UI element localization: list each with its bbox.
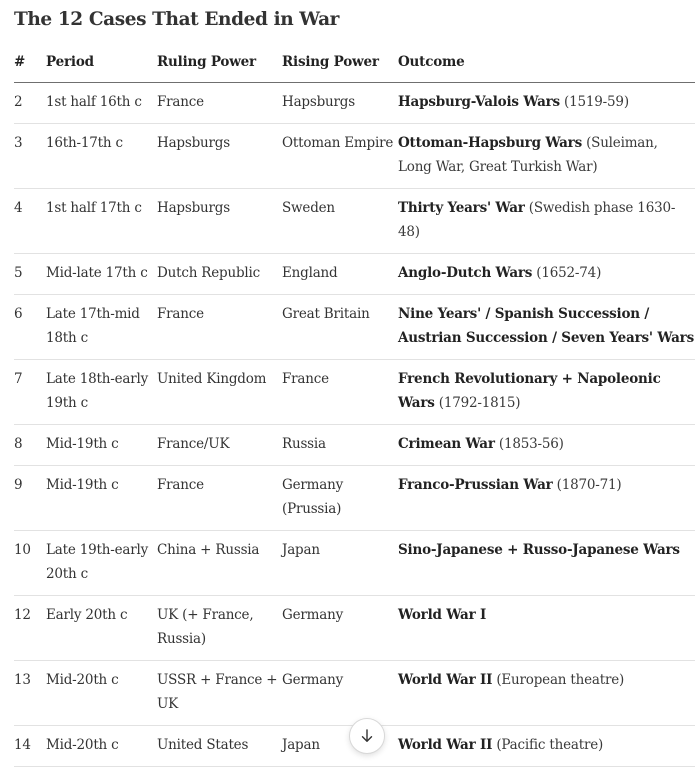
outcome-detail: (Swedish phase 1630-48) (398, 200, 676, 240)
table-row (14, 189, 695, 254)
case-period: Late 19th-early 20th c (46, 531, 157, 596)
outcome-war-name: World War II (398, 672, 493, 688)
outcome-war-name: Sino-Japanese + Russo-Japanese Wars (398, 542, 680, 558)
header-period: Period (46, 42, 157, 83)
outcome-detail: (1652-74) (532, 265, 602, 281)
case-period: Mid-19th c (46, 425, 157, 466)
cases-table (14, 42, 695, 767)
outcome-war-name: Nine Years' / Spanish Succession / Austrian Succession / Seven Years' Wars (398, 306, 694, 346)
table-row (14, 661, 695, 726)
table-row (14, 295, 695, 360)
table-row (14, 254, 695, 295)
table-row (14, 83, 695, 124)
outcome-detail: (Suleiman, Long War, Great Turkish War) (398, 135, 658, 175)
case-number: 5 (14, 254, 46, 295)
case-rising-power: Great Britain (282, 295, 398, 360)
case-number: 2 (14, 83, 46, 124)
case-rising-power: Ottoman Empire (282, 124, 398, 189)
outcome-war-name: French Revolutionary + Napoleonic Wars (398, 371, 661, 411)
outcome-detail: (1870-71) (552, 477, 622, 493)
case-ruling-power: France (157, 295, 282, 360)
table-row (14, 531, 695, 596)
header-ruling-power: Ruling Power (157, 42, 282, 83)
outcome-detail: (1853-56) (494, 436, 564, 452)
case-period: 1st half 17th c (46, 189, 157, 254)
case-outcome (398, 254, 695, 295)
case-number: 12 (14, 596, 46, 661)
case-outcome (398, 189, 695, 254)
case-rising-power: France (282, 360, 398, 425)
case-number: 14 (14, 726, 46, 767)
case-rising-power: Germany (282, 596, 398, 661)
outcome-detail: (1792-1815) (434, 395, 521, 411)
case-outcome (398, 466, 695, 531)
outcome-war-name: Ottoman-Hapsburg Wars (398, 135, 582, 151)
case-rising-power: Japan (282, 726, 398, 767)
case-period: 1st half 16th c (46, 83, 157, 124)
case-outcome (398, 124, 695, 189)
case-number: 6 (14, 295, 46, 360)
case-ruling-power: USSR + France + UK (157, 661, 282, 726)
case-period: Late 17th-mid 18th c (46, 295, 157, 360)
outcome-detail: (1519-59) (559, 94, 629, 110)
table-row (14, 596, 695, 661)
case-period: Mid-20th c (46, 661, 157, 726)
outcome-war-name: Crimean War (398, 436, 495, 452)
case-rising-power: Russia (282, 425, 398, 466)
case-number: 8 (14, 425, 46, 466)
arrow-down-icon (359, 728, 375, 744)
case-ruling-power: Dutch Republic (157, 254, 282, 295)
case-ruling-power: UK (+ France, Russia) (157, 596, 282, 661)
table-row (14, 425, 695, 466)
case-rising-power: England (282, 254, 398, 295)
table-row (14, 466, 695, 531)
outcome-war-name: Thirty Years' War (398, 200, 525, 216)
case-period: Mid-late 17th c (46, 254, 157, 295)
outcome-detail: (European theatre) (492, 672, 625, 688)
case-ruling-power: United States (157, 726, 282, 767)
outcome-war-name: World War II (398, 737, 493, 753)
header-outcome: Outcome (398, 42, 695, 83)
table-row (14, 124, 695, 189)
case-outcome (398, 661, 695, 726)
case-rising-power: Hapsburgs (282, 83, 398, 124)
case-number: 3 (14, 124, 46, 189)
case-rising-power: Sweden (282, 189, 398, 254)
header-num: # (14, 42, 46, 83)
case-number: 10 (14, 531, 46, 596)
case-period: Late 18th-early 19th c (46, 360, 157, 425)
case-number: 13 (14, 661, 46, 726)
case-outcome (398, 360, 695, 425)
page-title: The 12 Cases That Ended in War (14, 9, 340, 30)
case-ruling-power: Hapsburgs (157, 124, 282, 189)
header-rising-power: Rising Power (282, 42, 398, 83)
case-ruling-power: United Kingdom (157, 360, 282, 425)
case-outcome (398, 83, 695, 124)
case-rising-power: Japan (282, 531, 398, 596)
case-outcome (398, 596, 695, 661)
case-rising-power: Germany (282, 661, 398, 726)
case-outcome (398, 726, 695, 767)
table-row (14, 360, 695, 425)
outcome-war-name: Hapsburg-Valois Wars (398, 94, 560, 110)
case-ruling-power: China + Russia (157, 531, 282, 596)
case-number: 9 (14, 466, 46, 531)
case-outcome (398, 425, 695, 466)
outcome-detail: (Pacific theatre) (492, 737, 604, 753)
case-period: 16th-17th c (46, 124, 157, 189)
scroll-down-button[interactable] (349, 718, 385, 754)
case-number: 4 (14, 189, 46, 254)
case-ruling-power: France (157, 83, 282, 124)
table-header-row (14, 42, 695, 83)
outcome-war-name: World War I (398, 607, 487, 623)
case-rising-power: Germany (Prussia) (282, 466, 398, 531)
outcome-war-name: Franco-Prussian War (398, 477, 553, 493)
case-ruling-power: France (157, 466, 282, 531)
case-number: 7 (14, 360, 46, 425)
case-ruling-power: Hapsburgs (157, 189, 282, 254)
case-period: Early 20th c (46, 596, 157, 661)
case-period: Mid-19th c (46, 466, 157, 531)
outcome-war-name: Anglo-Dutch Wars (398, 265, 533, 281)
case-outcome (398, 295, 695, 360)
case-outcome (398, 531, 695, 596)
table-body (14, 83, 695, 767)
case-period: Mid-20th c (46, 726, 157, 767)
case-ruling-power: France/UK (157, 425, 282, 466)
